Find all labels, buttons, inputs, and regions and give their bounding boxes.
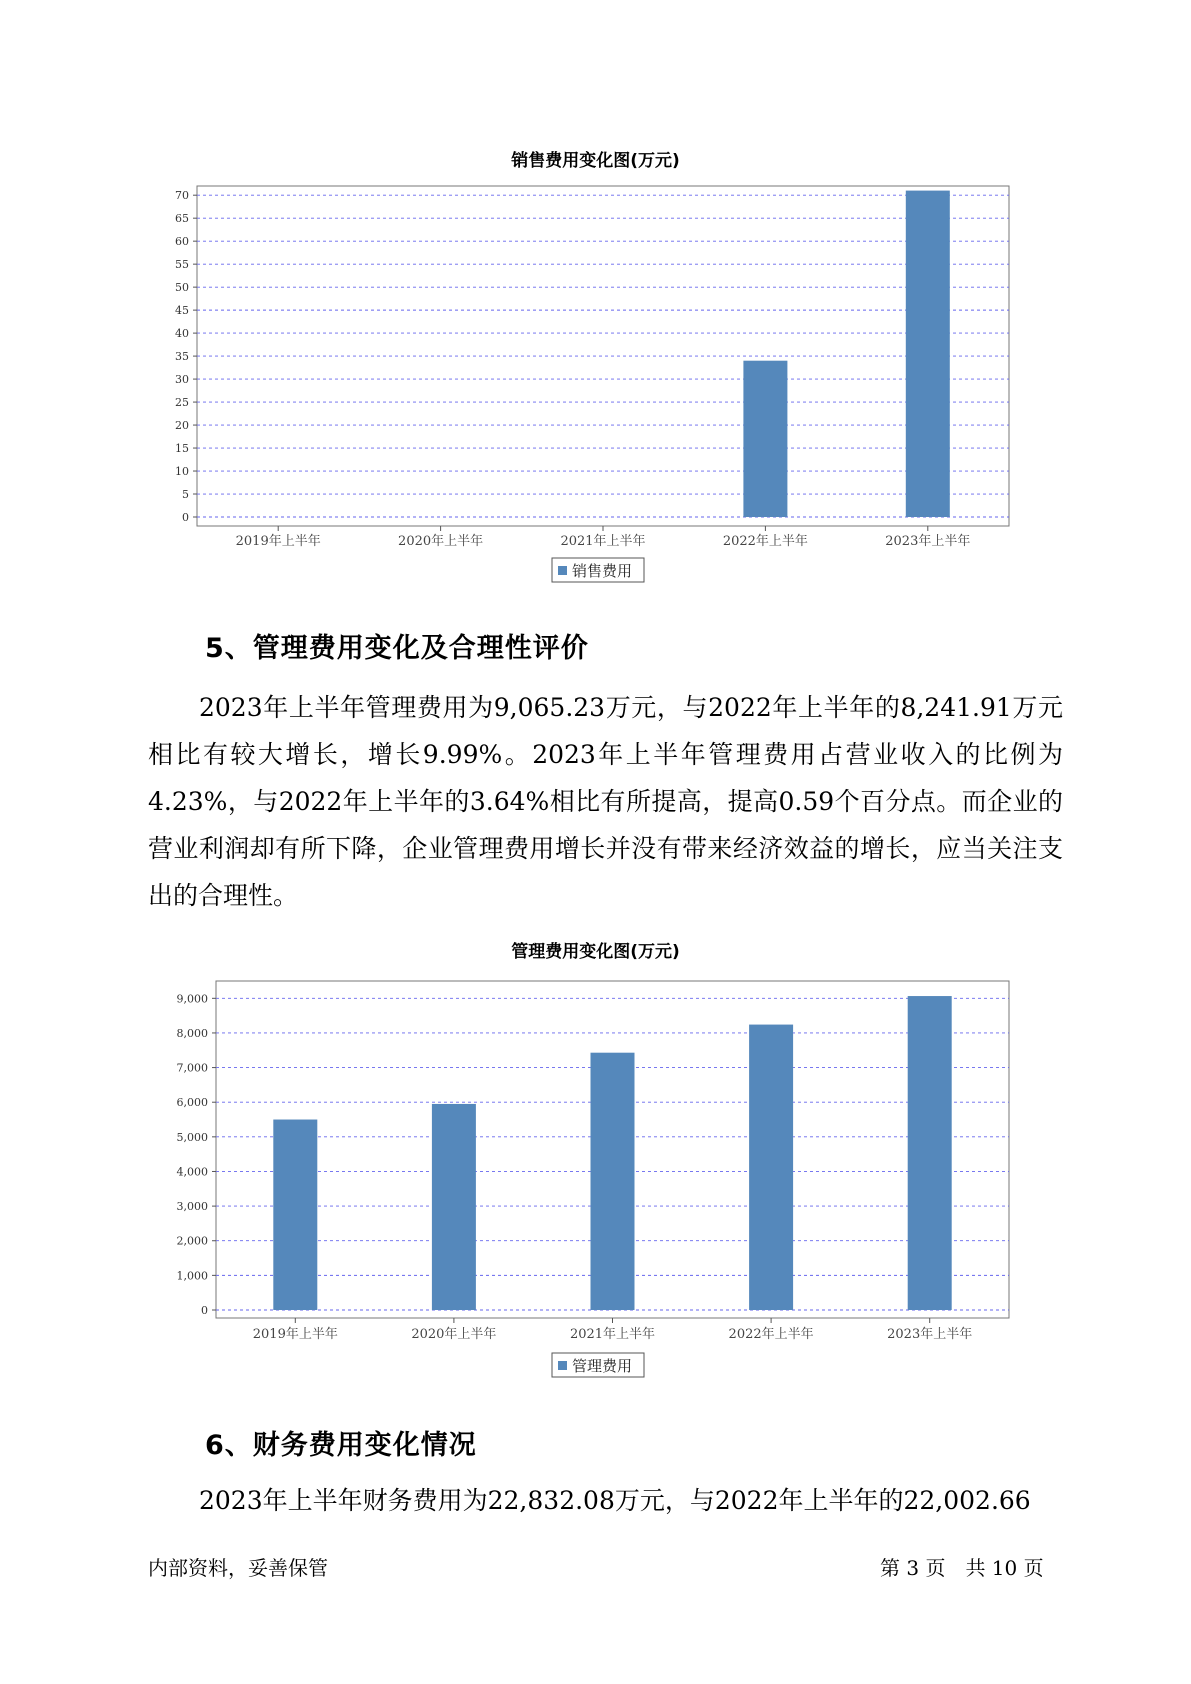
y-tick-label: 35 [175,350,189,364]
x-tick-label: 2023年上半年 [885,534,971,549]
y-tick-label: 3,000 [176,1200,208,1214]
x-tick-label: 2022年上半年 [728,1327,814,1342]
bar [908,996,952,1310]
section5-paragraph: 2023年上半年管理费用为9,065.23万元，与2022年上半年的8,241.91万元相比有较大增长，增长9.99%。2023年上半年管理费用占营业收入的比例为4.23%，与2022年上半年的3.64%相比有所提高，提高0.59个百分点。而企业的营业利润却有所下降，企业管理费用增长并没有带来经济效益的增长，应当关注支出的合理性。 [148,693,1063,910]
y-tick-label: 2,000 [176,1234,208,1248]
legend-swatch [558,1361,567,1370]
legend-label: 管理费用 [572,1357,633,1375]
bar [273,1120,317,1310]
section6-paragraph: 2023年上半年财务费用为22,832.08万元，与2022年上半年的22,002.66 [199,1486,1031,1515]
y-tick-label: 1,000 [176,1269,208,1283]
footer-confidential: 内部资料，妥善保管 [148,1556,328,1580]
y-tick-label: 65 [175,212,189,226]
y-tick-label: 50 [175,281,189,295]
y-tick-label: 9,000 [176,992,208,1006]
bar [591,1053,635,1310]
bar [749,1025,793,1310]
y-tick-label: 5 [182,488,189,502]
y-tick-label: 30 [175,373,189,387]
x-tick-label: 2020年上半年 [411,1327,497,1342]
y-tick-label: 6,000 [176,1096,208,1110]
bar [432,1104,476,1310]
sales-chart-title: 销售费用变化图(万元) [511,151,680,171]
y-tick-label: 10 [175,465,189,479]
section6-heading: 6、财务费用变化情况 [205,1430,477,1461]
section5-heading: 5、管理费用变化及合理性评价 [205,633,589,664]
y-tick-label: 40 [175,327,189,341]
x-tick-label: 2022年上半年 [722,534,808,549]
x-tick-label: 2020年上半年 [398,534,484,549]
y-tick-label: 4,000 [176,1165,208,1179]
footer-page-number: 第 3 页 共 10 页 [880,1556,1044,1580]
y-tick-label: 15 [175,442,189,456]
y-tick-label: 8,000 [176,1026,208,1040]
y-tick-label: 25 [175,396,189,410]
x-tick-label: 2019年上半年 [252,1327,338,1342]
y-tick-label: 7,000 [176,1061,208,1075]
y-tick-label: 0 [201,1304,208,1317]
admin-chart-title: 管理费用变化图(万元) [511,942,680,962]
legend-label: 销售费用 [572,562,633,580]
y-tick-label: 70 [175,189,189,203]
x-tick-label: 2019年上半年 [235,534,321,549]
y-tick-label: 5,000 [176,1130,208,1144]
x-tick-label: 2023年上半年 [887,1327,973,1342]
legend [552,1353,644,1377]
y-tick-label: 20 [175,419,189,433]
y-tick-label: 55 [175,258,189,272]
x-tick-label: 2021年上半年 [560,534,646,549]
y-tick-label: 45 [175,304,189,318]
y-tick-label: 0 [182,511,189,524]
x-tick-label: 2021年上半年 [569,1327,656,1342]
y-tick-label: 60 [175,235,189,249]
